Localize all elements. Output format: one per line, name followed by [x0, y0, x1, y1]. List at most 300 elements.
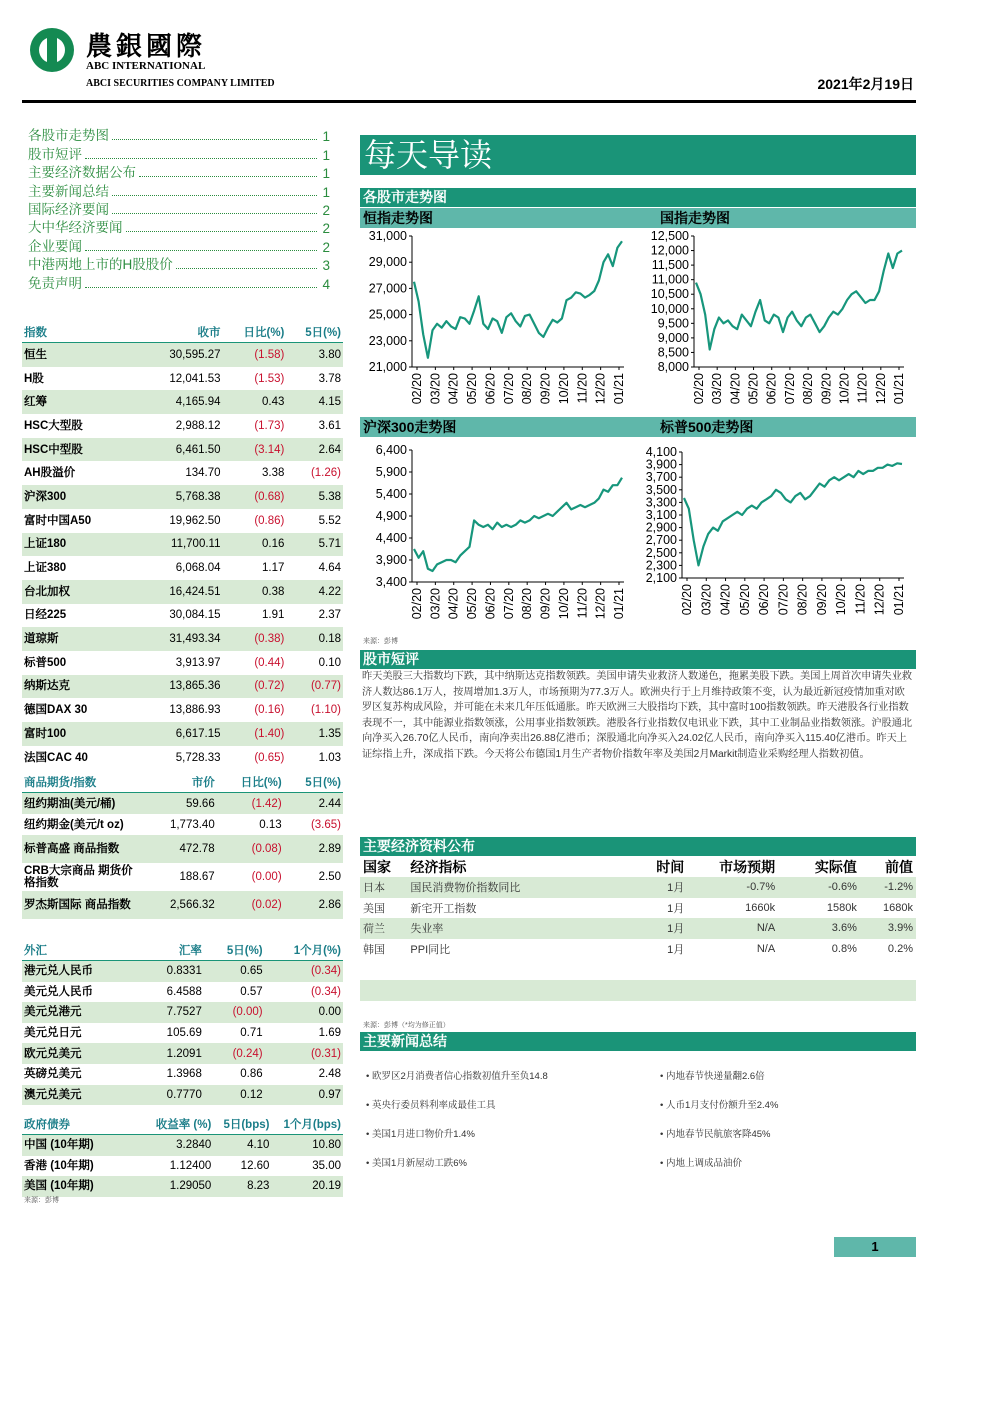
y-tick-label: 4,100	[645, 445, 677, 459]
x-tick-label: 04/20	[446, 373, 461, 405]
news-item: • 美国1月新屋动工跌6%	[366, 1158, 467, 1169]
table-cell: 4.15	[286, 390, 343, 414]
table-cell: (1.10)	[310, 704, 341, 717]
y-tick-label: 23,000	[368, 333, 407, 348]
toc-item-page: 2	[322, 202, 330, 218]
table-cell: (0.08)	[217, 835, 284, 863]
news-item-text: 内地上调成品油价	[665, 1158, 742, 1169]
econ-column-header: 前值	[885, 859, 913, 875]
x-tick-label: 06/20	[764, 373, 779, 405]
table-row	[22, 891, 343, 919]
x-tick-label: 12/20	[872, 584, 887, 616]
toc-leader	[85, 287, 317, 288]
y-tick-label: 6,400	[375, 443, 407, 457]
y-tick-label: 11,000	[651, 272, 689, 287]
econ-cell: 美国	[363, 902, 385, 915]
news-item: • 欧罗区2月消费者信心指数初值升至负14.8	[366, 1071, 548, 1082]
news-item-text: 内地春节快递量翻2.6倍	[665, 1071, 765, 1082]
toc-item[interactable]	[28, 255, 330, 273]
chart-titles-row-1	[360, 208, 916, 228]
table-cell: 3,913.97	[175, 656, 221, 669]
table-cell: 2,566.32	[144, 891, 217, 919]
table-row	[22, 675, 343, 699]
toc-item[interactable]	[28, 218, 330, 236]
hsi-chart	[360, 228, 630, 413]
econ-cell: -0.6%	[778, 877, 860, 898]
y-tick-label: 8,000	[657, 360, 689, 374]
table-cell: 7.7527	[144, 1002, 204, 1023]
table-cell: (0.02)	[217, 891, 284, 919]
news-item-text: 内地春节民航旅客降45%	[665, 1129, 771, 1140]
y-tick-label: 10,000	[650, 301, 689, 316]
table-cell: 0.13	[259, 818, 282, 831]
abci-logo	[30, 28, 74, 72]
table-row	[22, 961, 343, 982]
y-tick-label: 3,500	[645, 482, 677, 497]
table-cell: 上证380	[24, 562, 67, 575]
chart-title-hscei: 国指走势图	[660, 210, 730, 226]
toc-item[interactable]	[28, 200, 330, 218]
x-tick-label: 01/21	[612, 373, 626, 405]
x-tick-label: 09/20	[814, 584, 829, 616]
y-tick-label: 11,500	[651, 258, 689, 273]
table-cell: 12,041.53	[169, 372, 221, 385]
y-tick-label: 25,000	[368, 307, 407, 322]
toc-leader	[112, 139, 317, 140]
report-date: 2021年2月19日	[817, 76, 914, 92]
table-row	[22, 580, 343, 604]
x-tick-label: 05/20	[746, 373, 761, 405]
y-tick-label: 12,000	[650, 243, 689, 258]
y-tick-label: 2,500	[645, 545, 677, 560]
toc-item-page: 1	[322, 166, 330, 182]
econ-cell: 失业率	[407, 918, 607, 939]
y-tick-label: 31,000	[368, 229, 407, 243]
header-rule	[22, 100, 916, 103]
econ-cell: 国民消费物价指数同比	[407, 877, 607, 898]
news-item-text: 欧罗区2月消费者信心指数初值升至负14.8	[371, 1071, 548, 1082]
table-row	[22, 1002, 343, 1023]
table-cell: (0.72)	[223, 675, 287, 699]
econ-cell: 1680k	[883, 901, 913, 914]
table-cell: 4,165.94	[144, 390, 223, 414]
market-comment: 昨天美股三大指数均下跌，其中纳斯达克指数领跌。美国申请失业救济人数递色，拖累美股下跌。美国上周首次申请失业救济人数达86.1万人，按周增加1.3万人，市场预期为77.3万人。欧洲央行于上月维持政策不变，认为最近新冠疫情加重对欧罗区复苏构成风险，并可能在未来几年压低通胀。昨天欧洲三大股指均下跌，其中富时100指数领跌。昨天港股各行业指数表现不一，其中能源业指数领涨，公用事业指数领跌。港股各行业指数仅电讯业下跌，其中工业制品业指数领涨。沪股通北向净买入26.70亿人民币，南向净卖出26.88亿港币；深股通北向净买入24.02亿人民币，南向净买入115.40亿港币。昨天上证综指上升，深成指下跌。今天将公布德国1月生产者物价指数年率及美国2月Markit制造业采购经理人指数初值。	[362, 671, 913, 760]
table-cell: (0.38)	[223, 627, 287, 651]
table-cell: 3.38	[261, 467, 285, 480]
econ-cell: 3.9%	[860, 918, 916, 939]
table-cell: 中国 (10年期)	[22, 1135, 144, 1156]
index-table	[22, 322, 343, 769]
table-row	[22, 461, 343, 485]
toc-leader	[112, 195, 317, 196]
series-line	[414, 478, 622, 571]
econ-source: 来源：彭博（*均为修正值）	[363, 1022, 450, 1029]
fx-table	[22, 940, 343, 1105]
table-cell: 1.03	[318, 751, 341, 764]
x-tick-label: 10/20	[556, 373, 571, 405]
table-cell: 30,084.15	[169, 609, 221, 622]
y-tick-label: 2,100	[645, 571, 677, 585]
section-econ: 主要经济资料公布	[360, 837, 916, 856]
table-cell: 4.64	[318, 562, 341, 575]
table-cell: 0.71	[240, 1027, 263, 1040]
x-tick-label: 04/20	[718, 584, 733, 616]
table-cell: 纳斯达克	[22, 675, 144, 699]
toc-item[interactable]	[28, 181, 330, 199]
table-row	[22, 343, 343, 367]
table-row	[22, 1176, 343, 1197]
chart-title-csi300: 沪深300走势图	[363, 419, 457, 435]
table-header-row	[22, 322, 343, 343]
table-cell: 标普高盛 商品指数	[22, 835, 144, 863]
x-tick-label: 11/20	[575, 373, 590, 404]
series-line	[696, 251, 902, 350]
x-tick-label: 11/20	[853, 584, 868, 615]
x-tick-label: 05/20	[737, 584, 752, 616]
table-cell: 1.17	[261, 562, 285, 575]
econ-cell: 荷兰	[360, 918, 407, 939]
toc-item[interactable]	[28, 163, 330, 181]
toc-item-title: 大中华经济要闻	[28, 220, 123, 236]
table-cell: 0.16	[223, 533, 287, 557]
toc-leader	[85, 250, 317, 251]
table-row	[22, 814, 343, 835]
table-cell: 2.86	[284, 891, 343, 919]
table-row	[22, 627, 343, 651]
econ-column-header: 国家	[363, 859, 391, 875]
x-tick-label: 01/21	[892, 373, 906, 405]
x-tick-label: 01/21	[892, 584, 906, 616]
table-cell: 港元兑人民币	[22, 961, 144, 982]
table-row	[22, 414, 343, 438]
table-row	[22, 722, 343, 746]
table-cell: (0.34)	[310, 985, 341, 998]
table-cell: (0.86)	[254, 514, 285, 527]
table-cell: 3.78	[318, 372, 341, 385]
news-item-text: 美国1月新屋动工跌6%	[371, 1158, 467, 1169]
column-header: 汇率	[144, 940, 204, 961]
table-cell: H股	[24, 372, 44, 385]
table-of-contents	[28, 126, 330, 292]
table-cell: 美元兑港元	[22, 1002, 144, 1023]
table-cell: 12.60	[240, 1159, 270, 1172]
y-tick-label: 9,000	[657, 330, 689, 345]
table-cell: 上证180	[22, 533, 144, 557]
table-cell: HSC中型股	[22, 438, 144, 462]
table-cell: 6,617.15	[144, 722, 223, 746]
y-tick-label: 10,500	[650, 287, 689, 302]
chart-title-hsi: 恒指走势图	[363, 210, 433, 226]
x-tick-label: 12/20	[593, 373, 608, 405]
x-tick-label: 03/20	[428, 588, 443, 620]
x-tick-label: 08/20	[801, 373, 816, 405]
y-tick-label: 4,900	[375, 509, 407, 523]
column-header: 日比(%)	[223, 322, 287, 343]
table-row	[22, 651, 343, 675]
x-tick-label: 09/20	[819, 373, 834, 405]
econ-cell: N/A	[687, 918, 778, 939]
y-tick-label: 2,700	[645, 533, 677, 548]
table-row	[22, 367, 343, 391]
toc-item[interactable]	[28, 236, 330, 254]
table-cell: 香港 (10年期)	[24, 1159, 94, 1172]
table-row	[22, 1085, 343, 1106]
toc-item-title: 国际经济要闻	[28, 201, 109, 217]
brand-name-en: ABC INTERNATIONAL	[86, 60, 206, 72]
x-tick-label: 10/20	[556, 588, 571, 620]
table-cell: 0.43	[223, 390, 287, 414]
commodity-table	[22, 772, 343, 919]
toc-item-title: 主要新闻总结	[28, 183, 109, 199]
table-cell: 德国DAX 30	[24, 704, 88, 717]
econ-cell: 0.8%	[831, 942, 857, 955]
table-cell: 恒生	[22, 343, 144, 367]
table-cell: 0.86	[240, 1068, 263, 1081]
table-cell: 11,700.11	[144, 533, 223, 557]
table-cell: 105.69	[166, 1027, 202, 1040]
table-cell: 35.00	[312, 1159, 341, 1172]
table-row	[22, 438, 343, 462]
table-cell: (0.65)	[254, 751, 285, 764]
bond-source: 来源：彭博	[24, 1197, 59, 1204]
x-tick-label: 02/20	[692, 373, 706, 405]
y-tick-label: 21,000	[368, 360, 407, 374]
brand-name-cn: 農銀國際	[86, 32, 207, 62]
toc-item-page: 3	[322, 258, 330, 274]
econ-row	[360, 939, 916, 960]
table-row	[22, 485, 343, 509]
table-cell: 2.64	[286, 438, 343, 462]
section-charts: 各股市走势图	[360, 188, 916, 207]
x-tick-label: 02/20	[680, 584, 694, 616]
table-cell: 2.48	[318, 1068, 341, 1081]
table-cell: 1.35	[286, 722, 343, 746]
table-cell: 1.29050	[144, 1176, 213, 1197]
table-cell: 134.70	[185, 467, 221, 480]
table-cell: 5,768.38	[144, 485, 223, 509]
table-row	[22, 556, 343, 580]
toc-item-page: 2	[322, 221, 330, 237]
econ-cell: 1月	[667, 943, 685, 956]
x-tick-label: 07/20	[501, 588, 516, 620]
toc-item-title: 股市短评	[28, 146, 82, 162]
x-tick-label: 08/20	[795, 584, 810, 616]
table-row	[22, 1156, 343, 1177]
table-cell: 2.89	[284, 835, 343, 863]
section-comment: 股市短评	[360, 650, 916, 669]
table-cell: 1,773.40	[169, 818, 215, 831]
econ-cell: 1月	[607, 918, 687, 939]
toc-item[interactable]	[28, 126, 330, 144]
econ-cell: 1660k	[745, 901, 776, 914]
x-tick-label: 08/20	[520, 588, 535, 620]
table-cell: 0.38	[223, 580, 287, 604]
toc-item-page: 2	[322, 239, 330, 255]
hscei-chart	[640, 228, 910, 413]
table-cell: 红筹	[22, 390, 144, 414]
y-tick-label: 2,900	[645, 520, 677, 535]
econ-cell: PPI同比	[410, 943, 451, 956]
column-header: 5日(%)	[286, 322, 343, 343]
econ-cell: 1580k	[826, 901, 857, 914]
toc-item-title: 中港两地上市的H股股价	[28, 257, 173, 273]
table-cell: 188.67	[179, 871, 215, 883]
column-header: 1个月(%)	[265, 940, 343, 961]
econ-column-header: 时间	[656, 859, 685, 875]
table-cell: 英磅兑美元	[24, 1068, 82, 1081]
y-tick-label: 3,900	[375, 553, 407, 567]
table-cell: 20.19	[271, 1176, 343, 1197]
econ-cell: 1月	[667, 902, 685, 915]
econ-cell: 韩国	[363, 943, 385, 956]
series-line	[414, 241, 622, 358]
column-header: 指数	[22, 322, 144, 343]
table-cell: 3.61	[318, 419, 341, 432]
table-cell: 4.10	[213, 1135, 271, 1156]
table-cell: (0.16)	[254, 704, 285, 717]
x-tick-label: 07/20	[776, 584, 791, 616]
table-cell: HSC大型股	[24, 419, 83, 432]
table-cell: 标普500	[24, 656, 67, 669]
toc-leader	[139, 176, 317, 177]
table-cell: 0.00	[265, 1002, 343, 1023]
table-cell: 1.69	[318, 1027, 341, 1040]
table-cell: (0.31)	[265, 1043, 343, 1064]
table-cell: 0.8331	[144, 961, 204, 982]
table-cell: 澳元兑美元	[22, 1085, 144, 1106]
x-tick-label: 12/20	[593, 588, 608, 620]
y-tick-label: 5,900	[375, 465, 407, 479]
table-cell: (3.65)	[310, 818, 341, 831]
table-cell: (1.58)	[223, 343, 287, 367]
table-cell: 1.2091	[144, 1043, 204, 1064]
toc-leader	[176, 268, 317, 269]
toc-item-title: 免责声明	[28, 275, 82, 291]
table-row	[22, 1043, 343, 1064]
econ-column-header: 市场预期	[719, 859, 776, 875]
news-item: • 英央行委员料利率成最佳工具	[366, 1100, 496, 1111]
news-item: • 人币1月支付份额升至2.4%	[660, 1100, 779, 1111]
toc-item[interactable]	[28, 273, 330, 291]
table-row	[22, 746, 343, 770]
y-tick-label: 29,000	[368, 255, 407, 270]
table-cell: 美国 (10年期)	[22, 1176, 144, 1197]
table-row	[22, 604, 343, 628]
x-tick-label: 08/20	[520, 373, 535, 405]
table-cell: 4.22	[286, 580, 343, 604]
y-tick-label: 8,500	[657, 345, 689, 360]
table-cell: 美元兑人民币	[24, 985, 93, 998]
table-cell: 1.91	[261, 609, 285, 622]
news-item-text: 人币1月支付份额升至2.4%	[665, 1100, 779, 1111]
news-item: • 内地春节快递量翻2.6倍	[660, 1071, 765, 1082]
column-header: 日比(%)	[217, 772, 284, 793]
column-header: 外汇	[22, 940, 144, 961]
table-cell: 472.78	[144, 835, 217, 863]
table-cell: (1.53)	[254, 372, 285, 385]
y-tick-label: 4,400	[375, 531, 407, 545]
table-cell: (1.42)	[217, 793, 284, 815]
toc-item-page: 1	[322, 147, 330, 163]
x-tick-label: 11/20	[855, 373, 870, 404]
x-tick-label: 06/20	[483, 588, 498, 620]
news-item-text: 英央行委员料利率成最佳工具	[371, 1100, 496, 1111]
x-tick-label: 02/20	[410, 588, 424, 620]
table-cell: 日经225	[24, 609, 67, 622]
column-header: 政府债券	[22, 1114, 144, 1135]
y-tick-label: 3,900	[645, 457, 677, 472]
table-cell: 6,461.50	[144, 438, 223, 462]
table-cell: 2,988.12	[175, 419, 221, 432]
table-cell: 5,728.33	[175, 751, 221, 764]
news-item: • 美国1月进口物价升1.4%	[366, 1129, 475, 1140]
toc-item-title: 主要经济数据公布	[28, 165, 136, 181]
table-header-row	[22, 940, 343, 961]
news-item-text: 美国1月进口物价升1.4%	[371, 1129, 475, 1140]
econ-cell: 0.2%	[887, 942, 913, 955]
table-cell: 道琼斯	[22, 627, 144, 651]
table-cell: 16,424.51	[144, 580, 223, 604]
x-tick-label: 11/20	[575, 588, 590, 619]
econ-table	[360, 857, 916, 1001]
econ-cell: N/A	[756, 942, 776, 955]
toc-item-title: 各股市走势图	[28, 128, 109, 144]
section-news: 主要新闻总结	[360, 1032, 916, 1051]
x-tick-label: 07/20	[782, 373, 797, 405]
x-tick-label: 12/20	[873, 373, 888, 405]
column-header: 5日(%)	[204, 940, 265, 961]
table-cell: 欧元兑美元	[22, 1043, 144, 1064]
y-tick-label: 3,100	[645, 508, 677, 522]
table-row	[22, 1135, 343, 1156]
table-cell: 0.65	[204, 961, 265, 982]
econ-row	[360, 877, 916, 898]
x-tick-label: 04/20	[446, 588, 461, 620]
y-tick-label: 3,700	[645, 470, 677, 485]
x-tick-label: 03/20	[710, 373, 725, 405]
econ-column-header: 实际值	[814, 859, 857, 875]
company-name: ABCI SECURITIES COMPANY LIMITED	[86, 78, 275, 89]
y-tick-label: 27,000	[368, 281, 407, 296]
page-title: 每天导读	[360, 135, 916, 175]
table-cell: 5.71	[286, 533, 343, 557]
table-cell: 59.66	[144, 793, 217, 815]
table-cell: (1.73)	[254, 419, 285, 432]
econ-header-row	[360, 857, 916, 877]
table-cell: 6.4588	[166, 985, 202, 998]
x-tick-label: 06/20	[757, 584, 772, 616]
column-header: 市价	[144, 772, 217, 793]
news-item: • 内地春节民航旅客降45%	[660, 1129, 771, 1140]
toc-item-title: 企业要闻	[28, 238, 82, 254]
toc-item[interactable]	[28, 144, 330, 162]
table-row	[22, 1023, 343, 1044]
x-tick-label: 02/20	[410, 373, 424, 405]
table-cell: 0.57	[240, 985, 263, 998]
table-cell: 0.18	[286, 627, 343, 651]
x-tick-label: 04/20	[728, 373, 743, 405]
x-tick-label: 07/20	[501, 373, 516, 405]
table-cell: 5.52	[318, 514, 341, 527]
y-tick-label: 12,500	[650, 229, 689, 243]
table-cell: 0.97	[265, 1085, 343, 1106]
table-cell: (0.24)	[204, 1043, 265, 1064]
series-line	[684, 463, 902, 565]
table-cell: 19,962.50	[169, 514, 221, 527]
column-header: 收益率 (%)	[144, 1114, 213, 1135]
table-cell: 3.80	[286, 343, 343, 367]
table-cell: 30,595.27	[144, 343, 223, 367]
